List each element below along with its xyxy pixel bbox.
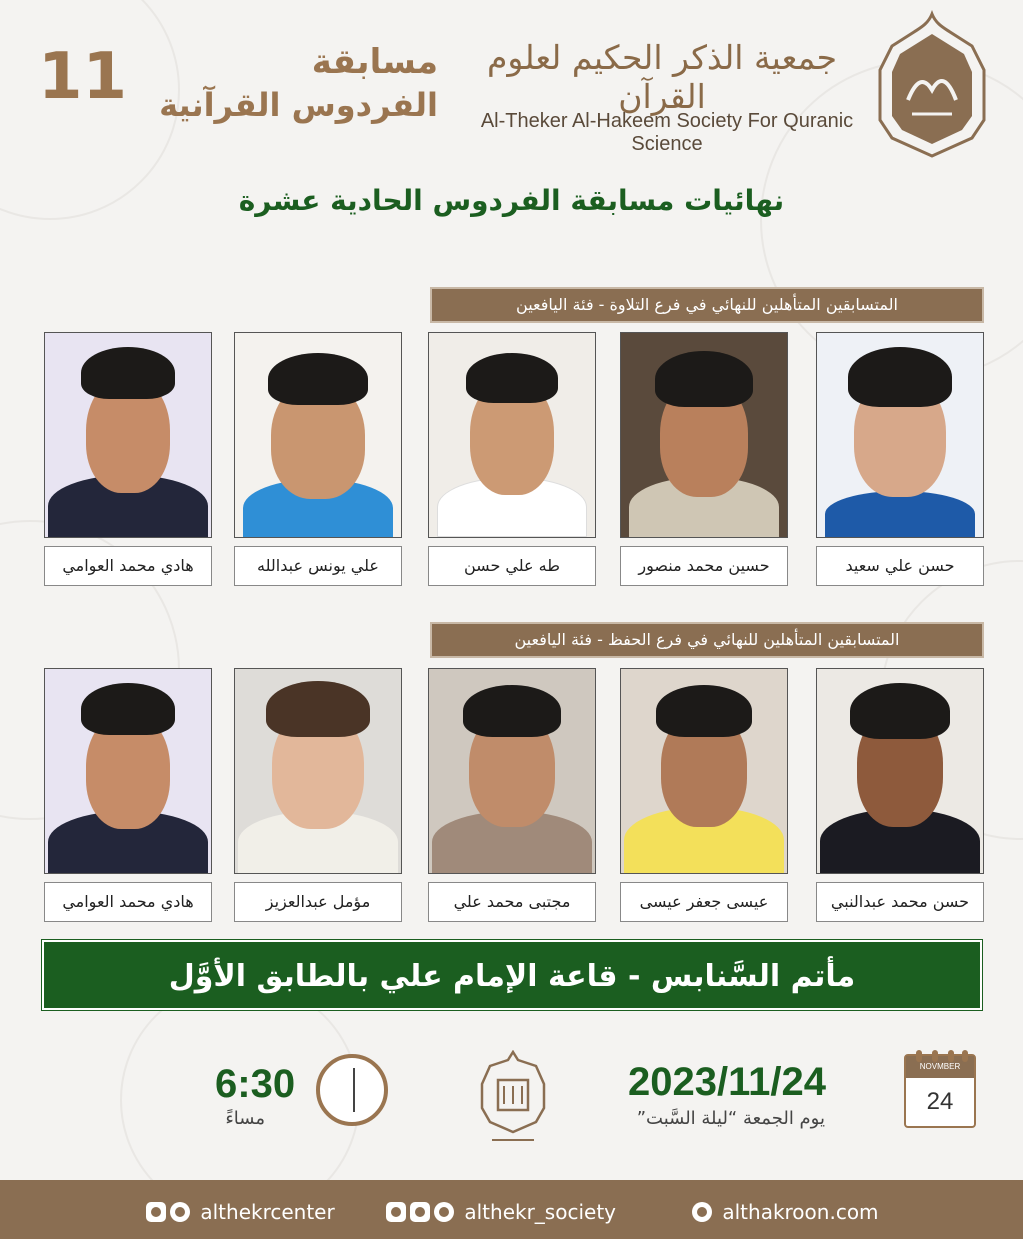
contestant-photo bbox=[428, 668, 596, 874]
contestant-photo bbox=[428, 332, 596, 538]
contestant-name: مؤمل عبدالعزيز bbox=[234, 882, 402, 922]
footer-website[interactable] bbox=[692, 1200, 879, 1224]
competition-number: 11 bbox=[38, 40, 128, 114]
contestant-photo bbox=[234, 668, 402, 874]
handle-text: althekr_society bbox=[464, 1200, 616, 1224]
contestant-card bbox=[620, 332, 788, 586]
contestant-photo bbox=[816, 332, 984, 538]
contestant-card bbox=[428, 668, 596, 922]
twitter-icon bbox=[170, 1202, 190, 1222]
society-name-arabic: جمعية الذكر الحكيم لعلوم القرآن bbox=[486, 38, 838, 116]
youtube-icon bbox=[386, 1202, 406, 1222]
competition-label: مسابقة bbox=[311, 42, 438, 82]
contestant-card bbox=[620, 668, 788, 922]
contestant-card bbox=[428, 332, 596, 586]
competition-name: الفردوس القرآنية bbox=[159, 86, 438, 124]
event-time-period: مساءً bbox=[225, 1108, 265, 1129]
contestant-photo bbox=[816, 668, 984, 874]
clock-icon bbox=[316, 1054, 388, 1126]
website-text: althakroon.com bbox=[722, 1200, 879, 1224]
contestant-photo bbox=[620, 668, 788, 874]
contestant-photo bbox=[234, 332, 402, 538]
event-time: 6:30 bbox=[215, 1062, 296, 1106]
calendar-month: NOVMBER bbox=[906, 1056, 974, 1078]
calendar-icon bbox=[904, 1054, 976, 1128]
globe-icon bbox=[692, 1202, 712, 1222]
contestant-card bbox=[234, 668, 402, 922]
page-title: نهائيات مسابقة الفردوس الحادية عشرة bbox=[238, 184, 785, 217]
sanabis-logo-icon bbox=[478, 1050, 548, 1145]
contestant-card bbox=[816, 668, 984, 922]
contestant-name: علي يونس عبدالله bbox=[234, 546, 402, 586]
instagram-icon bbox=[146, 1202, 166, 1222]
instagram-icon bbox=[410, 1202, 430, 1222]
society-emblem-icon bbox=[872, 10, 992, 160]
calendar-day: 24 bbox=[926, 1088, 954, 1115]
contestant-name: هادي محمد العوامي bbox=[44, 882, 212, 922]
contestant-photo bbox=[44, 668, 212, 874]
footer-bar bbox=[0, 1180, 1023, 1239]
contestant-name: هادي محمد العوامي bbox=[44, 546, 212, 586]
venue-banner: مأتم السَّنابس - قاعة الإمام علي بالطابق الأوَّل bbox=[42, 940, 982, 1010]
contestant-name: حسين محمد منصور bbox=[620, 546, 788, 586]
contestant-name: طه علي حسن bbox=[428, 546, 596, 586]
contestant-name: عيسى جعفر عيسى bbox=[620, 882, 788, 922]
contestant-card bbox=[234, 332, 402, 586]
contestant-name: حسن محمد عبدالنبي bbox=[816, 882, 984, 922]
contestant-name: حسن علي سعيد bbox=[816, 546, 984, 586]
contestant-photo bbox=[44, 332, 212, 538]
footer-handle-1[interactable] bbox=[146, 1200, 335, 1224]
event-date: 2023/11/24 bbox=[628, 1060, 826, 1104]
event-day: يوم الجمعة “ليلة السَّبت” bbox=[636, 1108, 825, 1129]
twitter-icon bbox=[434, 1202, 454, 1222]
contestant-card bbox=[44, 332, 212, 586]
handle-text: althekrcenter bbox=[200, 1200, 335, 1224]
competition-logo bbox=[38, 40, 438, 130]
contestant-card bbox=[44, 668, 212, 922]
contestant-card bbox=[816, 332, 984, 586]
memorization-section-header: المتسابقين المتأهلين للنهائي في فرع الحفظ - فئة اليافعين bbox=[430, 622, 984, 658]
footer-handle-2[interactable] bbox=[386, 1200, 616, 1224]
contestant-name: مجتبى محمد علي bbox=[428, 882, 596, 922]
society-name-english: Al-Theker Al-Hakeem Society For Quranic Science bbox=[480, 110, 854, 155]
recitation-section-header: المتسابقين المتأهلين للنهائي في فرع التلاوة - فئة اليافعين bbox=[430, 287, 984, 323]
contestant-photo bbox=[620, 332, 788, 538]
